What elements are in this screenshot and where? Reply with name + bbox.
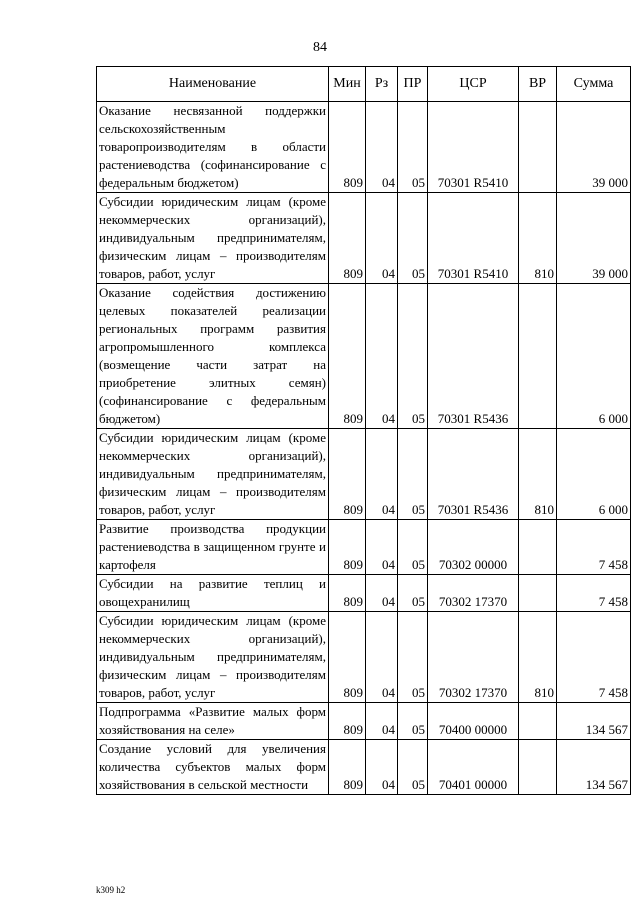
row-vr xyxy=(519,284,557,429)
header-row xyxy=(97,67,631,102)
row-name: Оказание несвязанной поддержки сельскохозяйственным товаропроизводителям в области растениеводства (софинансирование с федеральным бюджетом) xyxy=(97,102,329,193)
row-pr: 05 xyxy=(398,612,428,703)
row-name: Развитие производства продукции растениеводства в защищенном грунте и картофеля xyxy=(97,520,329,575)
row-min: 809 xyxy=(329,520,366,575)
footer-code: k309 h2 xyxy=(96,885,126,895)
header-pr: ПР xyxy=(398,67,428,102)
row-csr: 70401 00000 xyxy=(428,740,519,795)
row-sum: 134 567 xyxy=(557,703,631,740)
row-sum: 7 458 xyxy=(557,520,631,575)
row-sum: 7 458 xyxy=(557,612,631,703)
row-sum: 134 567 xyxy=(557,740,631,795)
row-min: 809 xyxy=(329,284,366,429)
row-name: Субсидии на развитие теплиц и овощехранилищ xyxy=(97,575,329,612)
row-rz: 04 xyxy=(366,703,398,740)
header-rz: Рз xyxy=(366,67,398,102)
row-min: 809 xyxy=(329,612,366,703)
row-csr: 70301 R5436 xyxy=(428,429,519,520)
row-rz: 04 xyxy=(366,284,398,429)
row-min: 809 xyxy=(329,740,366,795)
row-pr: 05 xyxy=(398,284,428,429)
header-vr: ВР xyxy=(519,67,557,102)
table-row xyxy=(97,703,631,740)
row-pr: 05 xyxy=(398,429,428,520)
row-pr: 05 xyxy=(398,520,428,575)
row-sum: 39 000 xyxy=(557,102,631,193)
budget-table xyxy=(96,66,631,795)
row-csr: 70400 00000 xyxy=(428,703,519,740)
header-name: Наименование xyxy=(97,67,329,102)
row-pr: 05 xyxy=(398,193,428,284)
row-csr: 70302 17370 xyxy=(428,612,519,703)
row-csr: 70302 00000 xyxy=(428,520,519,575)
row-csr: 70302 17370 xyxy=(428,575,519,612)
row-min: 809 xyxy=(329,429,366,520)
row-name: Субсидии юридическим лицам (кроме некоммерческих организаций), индивидуальным предпринимателям, физическим лицам – производителям товаров, работ, услуг xyxy=(97,193,329,284)
row-min: 809 xyxy=(329,703,366,740)
table-row xyxy=(97,612,631,703)
table-row xyxy=(97,520,631,575)
row-vr xyxy=(519,740,557,795)
header-sum: Сумма xyxy=(557,67,631,102)
row-rz: 04 xyxy=(366,520,398,575)
table-row xyxy=(97,575,631,612)
row-sum: 6 000 xyxy=(557,429,631,520)
table-row xyxy=(97,193,631,284)
row-rz: 04 xyxy=(366,740,398,795)
row-vr xyxy=(519,102,557,193)
row-csr: 70301 R5410 xyxy=(428,102,519,193)
row-pr: 05 xyxy=(398,703,428,740)
row-vr xyxy=(519,703,557,740)
row-rz: 04 xyxy=(366,575,398,612)
row-csr: 70301 R5410 xyxy=(428,193,519,284)
row-rz: 04 xyxy=(366,193,398,284)
row-vr: 810 xyxy=(519,429,557,520)
page-number: 84 xyxy=(313,40,327,55)
row-sum: 6 000 xyxy=(557,284,631,429)
row-min: 809 xyxy=(329,575,366,612)
row-vr xyxy=(519,520,557,575)
row-name: Субсидии юридическим лицам (кроме некоммерческих организаций), индивидуальным предпринимателям, физическим лицам – производителям товаров, работ, услуг xyxy=(97,429,329,520)
table-row xyxy=(97,740,631,795)
row-name: Субсидии юридическим лицам (кроме некоммерческих организаций), индивидуальным предпринимателям, физическим лицам – производителям товаров, работ, услуг xyxy=(97,612,329,703)
row-name: Подпрограмма «Развитие малых форм хозяйствования на селе» xyxy=(97,703,329,740)
row-sum: 39 000 xyxy=(557,193,631,284)
row-rz: 04 xyxy=(366,612,398,703)
row-csr: 70301 R5436 xyxy=(428,284,519,429)
row-vr xyxy=(519,575,557,612)
row-pr: 05 xyxy=(398,102,428,193)
table-row xyxy=(97,429,631,520)
row-vr: 810 xyxy=(519,193,557,284)
row-rz: 04 xyxy=(366,102,398,193)
header-min: Мин xyxy=(329,67,366,102)
row-name: Создание условий для увеличения количества субъектов малых форм хозяйствования в сельской местности xyxy=(97,740,329,795)
row-min: 809 xyxy=(329,193,366,284)
row-pr: 05 xyxy=(398,740,428,795)
row-rz: 04 xyxy=(366,429,398,520)
row-min: 809 xyxy=(329,102,366,193)
row-name: Оказание содействия достижению целевых показателей реализации региональных программ развития агропромышленного комплекса (возмещение части затрат на приобретение элитных семян) (софинансирование с федеральным бюджетом) xyxy=(97,284,329,429)
row-vr: 810 xyxy=(519,612,557,703)
header-csr: ЦСР xyxy=(428,67,519,102)
table-row xyxy=(97,284,631,429)
table-row xyxy=(97,102,631,193)
row-sum: 7 458 xyxy=(557,575,631,612)
row-pr: 05 xyxy=(398,575,428,612)
